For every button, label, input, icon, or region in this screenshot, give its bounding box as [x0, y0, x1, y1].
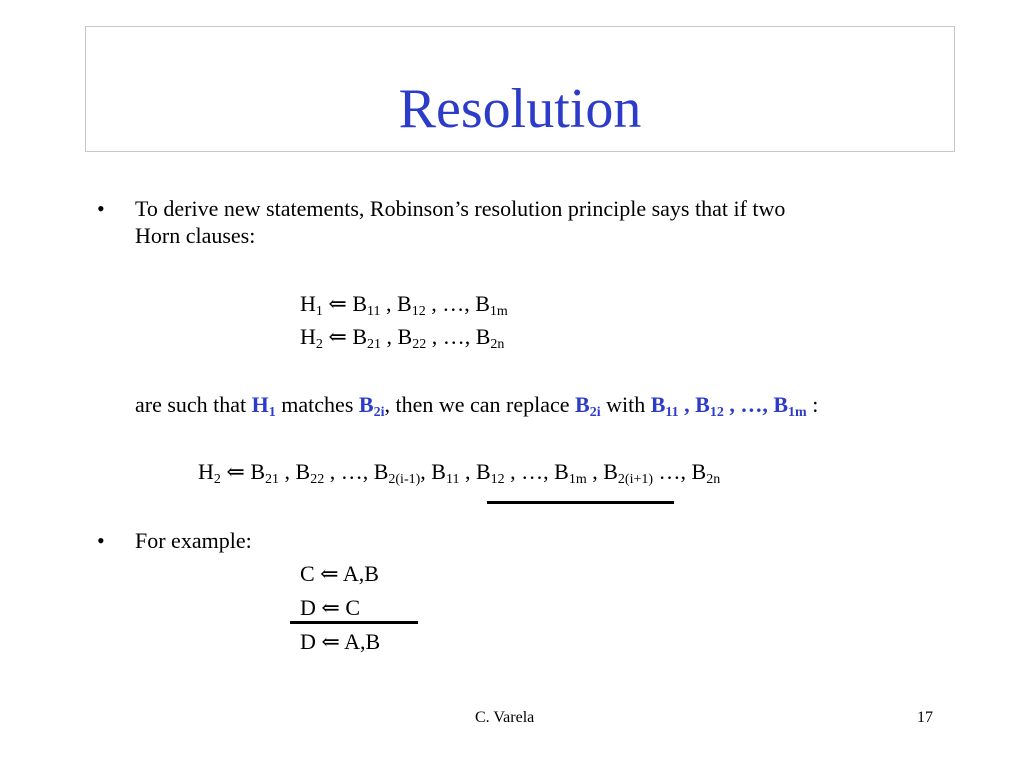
bullet-marker: •	[97, 528, 105, 553]
resolvent-underline	[487, 501, 674, 504]
condition-line: are such that $H_1$ matches $B_{2i}$, then we can replace $B_{2i}$ with $B_{11}$ , $B_{12}$ , …, $B_{1m}$ :	[135, 392, 819, 420]
title-box	[85, 26, 955, 152]
example-line-2: D ⇐ C	[300, 595, 360, 620]
bullet1-line2: Horn clauses:	[135, 223, 256, 248]
clause-2: $H_2$ ⇐ $B_{21}$ , $B_{22}$ , …, $B_{2n}$	[300, 324, 505, 352]
implied-by-arrow-icon: ⇐	[328, 324, 347, 349]
bullet2-text: For example:	[135, 528, 252, 553]
page-number: 17	[917, 709, 933, 726]
slide-title: Resolution	[398, 78, 642, 140]
implied-by-arrow-icon: ⇐	[226, 459, 245, 484]
implied-by-arrow-icon: ⇐	[328, 291, 347, 316]
bullet1-line1: To derive new statements, Robinson’s resolution principle says that if two	[135, 196, 786, 221]
bullet-marker: •	[97, 196, 105, 221]
example-inference-bar	[290, 621, 418, 624]
resolvent-clause: $H_2$ ⇐ $B_{21}$ , $B_{22}$ , …, $B_{2(i-1)}$, $B_{11}$ , $B_{12}$ , …, $B_{1m}$ , $B_{2(i+1)}$ …, $B_{2n}$	[198, 459, 721, 487]
example-line-3: D ⇐ A,B	[300, 629, 381, 654]
footer-author: C. Varela	[475, 709, 535, 726]
example-line-1: C ⇐ A,B	[300, 561, 379, 586]
clause-1: $H_1$ ⇐ $B_{11}$ , $B_{12}$ , …, $B_{1m}$	[300, 291, 508, 319]
